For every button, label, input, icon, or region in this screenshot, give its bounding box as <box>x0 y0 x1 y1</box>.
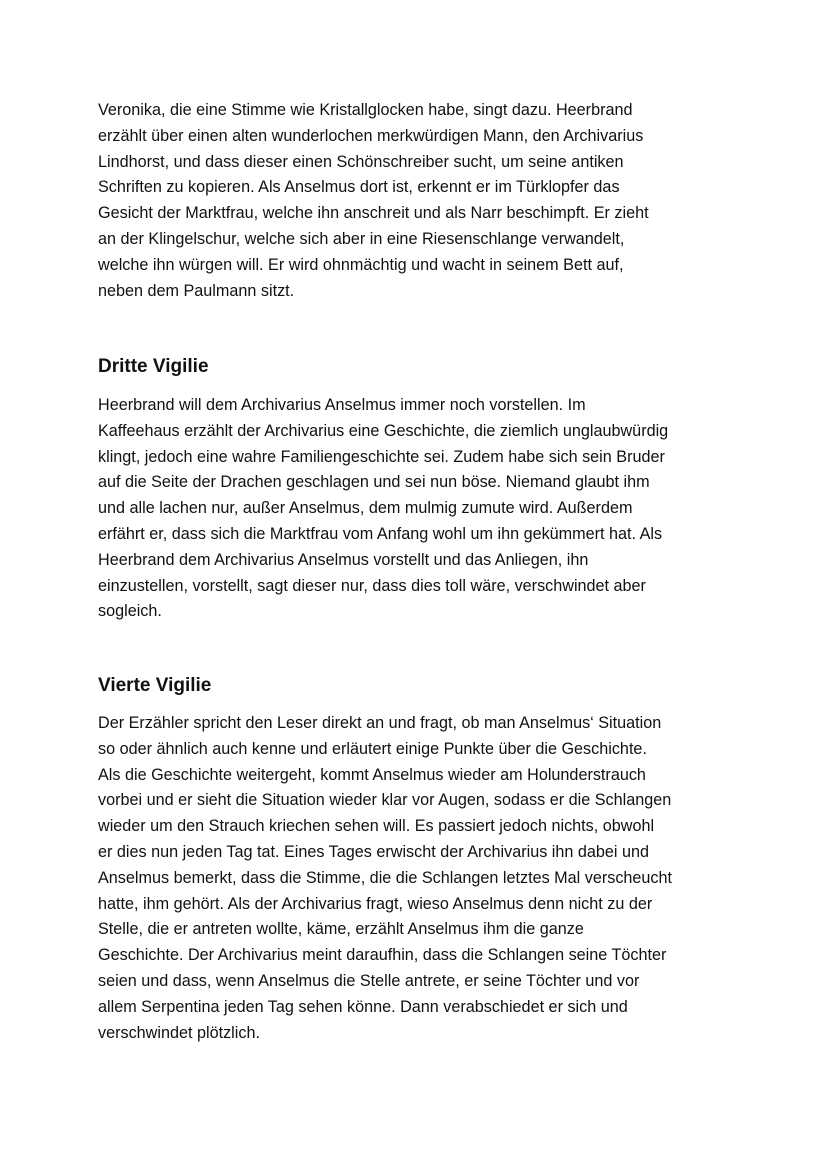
paragraph-line: hatte, ihm gehört. Als der Archivarius fragt, wieso Anselmus denn nicht zu der <box>98 894 653 913</box>
paragraph-line: Lindhorst, und dass dieser einen Schönschreiber sucht, um seine antiken <box>98 152 624 171</box>
paragraph-line: Stelle, die er antreten wollte, käme, erzählt Anselmus ihm die ganze <box>98 920 584 939</box>
paragraph-line: an der Klingelschur, welche sich aber in eine Riesenschlange verwandelt, <box>98 229 625 248</box>
section-paragraph-vierte-vigilie <box>98 711 672 1046</box>
paragraph-line: neben dem Paulmann sitzt. <box>98 281 295 300</box>
paragraph-line: Heerbrand dem Archivarius Anselmus vorstellt und das Anliegen, ihn <box>98 550 589 569</box>
paragraph-line: allem Serpentina jeden Tag sehen könne. Dann verabschiedet er sich und <box>98 997 628 1016</box>
paragraph-line: er dies nun jeden Tag tat. Eines Tages erwischt der Archivarius ihn dabei und <box>98 842 650 861</box>
paragraph-line: Gesicht der Marktfrau, welche ihn anschreit und als Narr beschimpft. Er zieht <box>98 204 649 223</box>
paragraph-line: vorbei und er sieht die Situation wieder klar vor Augen, sodass er die Schlangen <box>98 791 672 810</box>
paragraph-line: Veronika, die eine Stimme wie Kristallglocken habe, singt dazu. Heerbrand <box>98 101 633 119</box>
paragraph-line: so oder ähnlich auch kenne und erläutert einige Punkte über die Geschichte. <box>98 739 647 758</box>
paragraph-line: und alle lachen nur, außer Anselmus, dem mulmig zumute wird. Außerdem <box>98 499 633 518</box>
paragraph-line: Schriften zu kopieren. Als Anselmus dort ist, erkennt er im Türklopfer das <box>98 178 620 197</box>
section-heading-dritte-vigilie: Dritte Vigilie <box>98 356 209 377</box>
paragraph-line: Heerbrand will dem Archivarius Anselmus immer noch vorstellen. Im <box>98 396 586 414</box>
paragraph-line: erfährt er, dass sich die Marktfrau vom Anfang wohl um ihn gekümmert hat. Als <box>98 524 663 543</box>
paragraph-line: sogleich. <box>98 602 162 621</box>
section-heading-vierte-vigilie: Vierte Vigilie <box>98 675 212 696</box>
paragraph-line: klingt, jedoch eine wahre Familiengeschichte sei. Zudem habe sich sein Bruder <box>98 447 665 466</box>
intro-paragraph <box>98 98 649 304</box>
paragraph-line: auf die Seite der Drachen geschlagen und sei nun böse. Niemand glaubt ihm <box>98 473 650 492</box>
paragraph-line: Als die Geschichte weitergeht, kommt Anselmus wieder am Holunderstrauch <box>98 765 646 784</box>
paragraph-line: einzustellen, vorstellt, sagt dieser nur, dass dies toll wäre, verschwindet aber <box>98 576 646 595</box>
paragraph-line: erzählt über einen alten wunderlochen merkwürdigen Mann, den Archivarius <box>98 126 644 145</box>
paragraph-line: Anselmus bemerkt, dass die Stimme, die die Schlangen letztes Mal verscheucht <box>98 868 673 887</box>
paragraph-line: Kaffeehaus erzählt der Archivarius eine Geschichte, die ziemlich unglaubwürdig <box>98 421 669 440</box>
paragraph-line: verschwindet plötzlich. <box>98 1023 260 1042</box>
paragraph-line: Der Erzähler spricht den Leser direkt an und fragt, ob man Anselmus‘ Situation <box>98 714 662 732</box>
paragraph-line: Geschichte. Der Archivarius meint daraufhin, dass die Schlangen seine Töchter <box>98 946 667 965</box>
paragraph-line: welche ihn würgen will. Er wird ohnmächtig und wacht in seinem Bett auf, <box>98 255 624 274</box>
paragraph-line: wieder um den Strauch kriechen sehen will. Es passiert jedoch nichts, obwohl <box>98 817 655 836</box>
section-paragraph-dritte-vigilie <box>98 393 668 625</box>
paragraph-line: seien und dass, wenn Anselmus die Stelle antrete, er seine Töchter und vor <box>98 971 640 990</box>
